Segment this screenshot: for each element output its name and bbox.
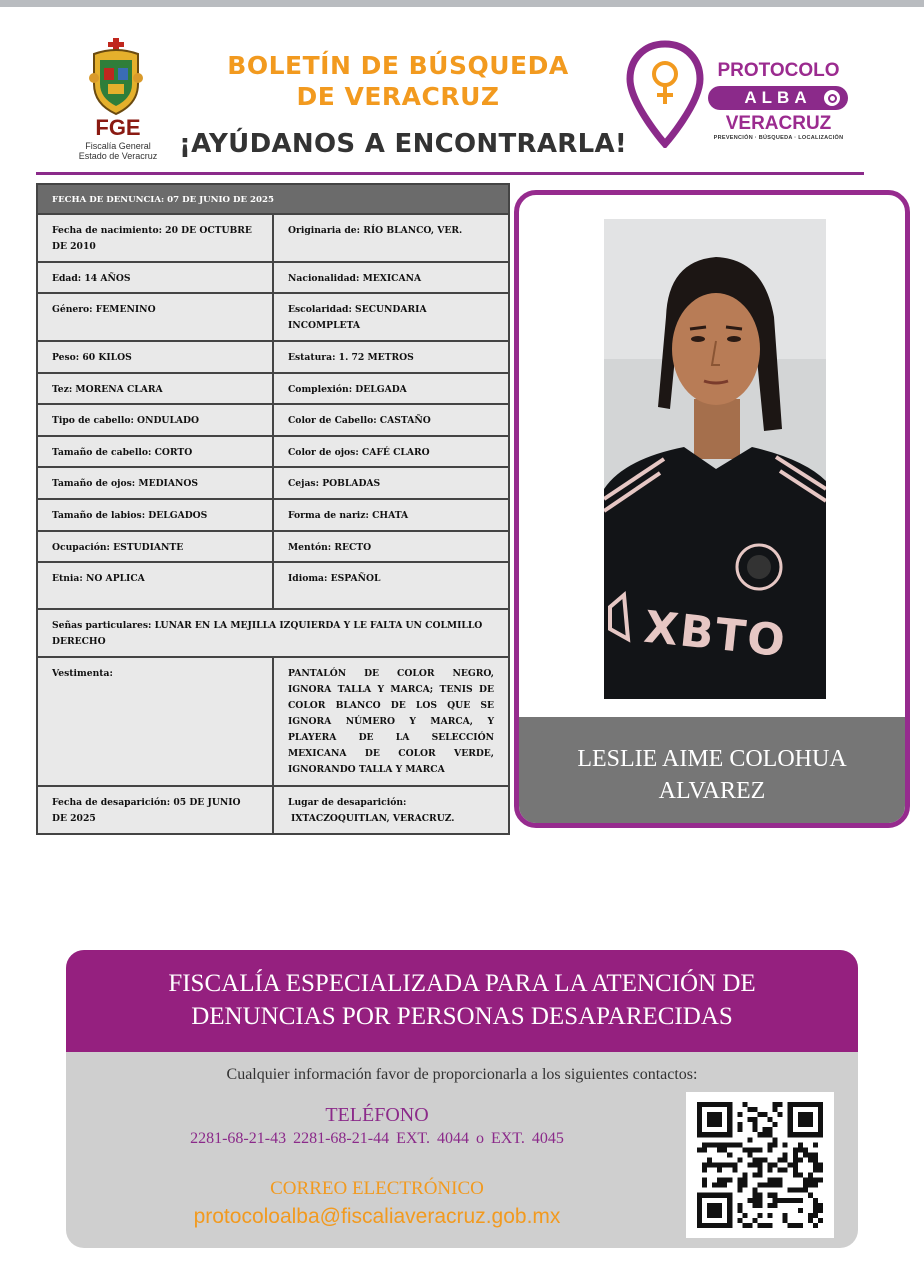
disappearance-place-label: Lugar de desaparición: — [288, 797, 407, 808]
hair-color: Color de Cabello: CASTAÑO — [288, 415, 431, 426]
bulletin-title-line1: BOLETÍN DE BÚSQUEDA — [227, 51, 569, 80]
top-strip — [0, 0, 924, 7]
email-address[interactable]: protocoloalba@fiscaliaveracruz.gob.mx — [193, 1205, 561, 1228]
table-row — [38, 294, 508, 342]
help-find-her-title: ¡AYÚDANOS A ENCONTRARLA! — [178, 129, 628, 159]
lip-size: Tamaño de labios: DELGADOS — [38, 500, 274, 530]
complaint-date-row — [38, 185, 508, 215]
origin: Originaria de: RÍO BLANCO, VER. — [288, 225, 463, 236]
table-row — [38, 532, 508, 563]
distinguishing-marks-row — [38, 610, 508, 658]
veracruz-coat-of-arms-icon — [86, 38, 146, 116]
table-row — [38, 405, 508, 437]
female-location-pin-icon — [626, 40, 704, 148]
veracruz-word: VERACRUZ — [725, 113, 832, 134]
complexion-skin: Tez: MORENA CLARA — [38, 374, 274, 403]
person-name-band — [519, 717, 905, 823]
phone-label: TELÉFONO — [325, 1104, 429, 1126]
nationality: Nacionalidad: MEXICANA — [288, 273, 422, 284]
occupation: Ocupación: ESTUDIANTE — [38, 532, 274, 561]
complaint-date: FECHA DE DENUNCIA: 07 DE JUNIO DE 2025 — [52, 195, 274, 205]
contact-panel — [66, 950, 858, 1248]
table-row — [38, 563, 508, 610]
agency-name-line2: DENUNCIAS POR PERSONAS DESAPARECIDAS — [191, 1003, 733, 1030]
agency-name — [86, 967, 838, 1033]
table-row — [38, 437, 508, 468]
chin: Mentón: RECTO — [288, 542, 372, 553]
agency-name-line1: FISCALÍA ESPECIALIZADA PARA LA ATENCIÓN DE — [168, 970, 756, 997]
fge-logo — [70, 38, 166, 163]
missing-person-card — [514, 190, 910, 828]
table-row — [38, 215, 508, 263]
clothing-row — [38, 658, 508, 787]
header-divider — [36, 172, 864, 175]
contact-intro: Cualquier información favor de proporcionarla a los siguientes contactos: — [226, 1066, 698, 1083]
person-details-table — [36, 183, 510, 835]
fge-abbreviation: FGE — [95, 115, 141, 140]
protocolo-word: PROTOCOLO — [717, 60, 840, 81]
table-row — [38, 263, 508, 294]
bulletin-title — [190, 50, 606, 112]
eye-color: Color de ojos: CAFÉ CLARO — [288, 447, 430, 458]
magnifier-icon — [824, 90, 840, 106]
bulletin-title-line2: DE VERACRUZ — [296, 82, 500, 111]
height: Estatura: 1. 72 METROS — [288, 352, 414, 363]
missing-person-photo — [604, 219, 826, 699]
distinguishing-marks: Señas particulares: LUNAR EN LA MEJILLA IZQUIERDA Y LE FALTA UN COLMILLO DERECHO — [52, 620, 483, 647]
hair-type: Tipo de cabello: ONDULADO — [38, 405, 274, 435]
qr-code-graphic — [696, 1102, 824, 1228]
gender: Género: FEMENINO — [38, 294, 274, 340]
ethnicity: Etnia: NO APLICA — [38, 563, 274, 608]
disappearance-date: Fecha de desaparición: 05 DE JUNIO DE 2025 — [38, 787, 274, 833]
shirt-sponsor-text: XBTO — [641, 601, 790, 668]
email-label: CORREO ELECTRÓNICO — [270, 1178, 484, 1199]
alba-word: ALBA — [744, 88, 812, 107]
clothing-label: Vestimenta: — [38, 658, 274, 785]
disappearance-place: IXTACZOQUITLAN, VERACRUZ. — [291, 813, 455, 824]
fge-full-name — [70, 141, 166, 161]
build: Complexión: DELGADA — [288, 384, 407, 395]
table-row — [38, 468, 508, 500]
birth-date: Fecha de nacimiento: 20 DE OCTUBRE DE 2010 — [38, 215, 274, 261]
schooling: Escolaridad: SECUNDARIA INCOMPLETA — [288, 304, 427, 331]
disappearance-row — [38, 787, 508, 833]
agency-banner — [66, 950, 858, 1052]
table-row — [38, 342, 508, 374]
alba-pill — [708, 86, 848, 110]
phone-numbers[interactable]: 2281-68-21-43 2281-68-21-44 EXT. 4044 o EXT. 4045 — [190, 1130, 564, 1147]
qr-code-icon[interactable] — [686, 1092, 834, 1238]
protocol-tagline: PREVENCIÓN · BÚSQUEDA · LOCALIZACIÓN — [713, 135, 844, 141]
weight: Peso: 60 KILOS — [38, 342, 274, 372]
fge-name-line1: Fiscalía General — [85, 141, 151, 151]
disappearance-place-cell — [274, 787, 508, 833]
person-name-line2: ALVAREZ — [658, 778, 766, 804]
protocolo-alba-logo — [626, 40, 866, 155]
table-row — [38, 500, 508, 532]
person-name-line1: LESLIE AIME COLOHUA — [577, 746, 847, 772]
nose-shape: Forma de nariz: CHATA — [288, 510, 409, 521]
language: Idioma: ESPAÑOL — [288, 573, 381, 584]
age: Edad: 14 AÑOS — [38, 263, 274, 292]
person-name — [539, 743, 885, 807]
clothing-description: PANTALÓN DE COLOR NEGRO, IGNORA TALLA Y MARCA; TENIS DE COLOR BLANCO DE LOS QUE SE IGNORA NÚMERO Y MARCA, Y PLAYERA DE LA SELECCIÓN MEXICANA DE COLOR VERDE, IGNORANDO TALLA Y MARCA — [288, 668, 494, 775]
fge-name-line2: Estado de Veracruz — [78, 151, 158, 161]
eyebrows: Cejas: POBLADAS — [288, 478, 381, 489]
hair-length: Tamaño de cabello: CORTO — [38, 437, 274, 466]
table-row — [38, 374, 508, 405]
eye-size: Tamaño de ojos: MEDIANOS — [38, 468, 274, 498]
